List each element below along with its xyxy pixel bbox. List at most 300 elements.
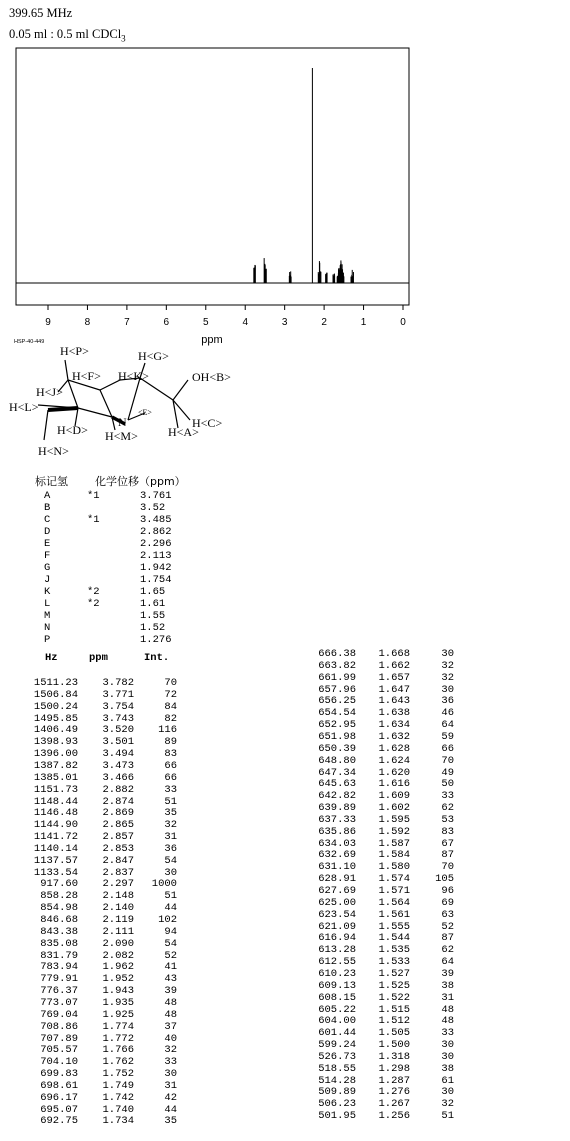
peak-hz: 699.83 bbox=[40, 1068, 78, 1081]
peak-hz: 599.24 bbox=[318, 1039, 356, 1052]
peak-hz: 613.28 bbox=[318, 944, 356, 957]
peak-hz: 783.94 bbox=[40, 961, 78, 974]
peak-int: 116 bbox=[158, 724, 177, 737]
assignment-shift: 1.61 bbox=[140, 598, 166, 610]
peak-ppm: 1.574 bbox=[378, 873, 410, 886]
peak-hz: 634.03 bbox=[318, 837, 356, 850]
assignment-shift: 1.276 bbox=[140, 634, 172, 646]
peak-hz: 854.98 bbox=[40, 902, 78, 915]
peak-hz: 616.94 bbox=[318, 932, 356, 945]
peak-ppm: 1.772 bbox=[102, 1032, 134, 1045]
label-n-atom: N bbox=[118, 415, 127, 429]
peak-hz: 1140.14 bbox=[33, 842, 78, 855]
peak-ppm: 1.962 bbox=[102, 961, 134, 974]
peak-ppm: 3.466 bbox=[102, 771, 134, 784]
assignment-mark: *2 bbox=[87, 586, 100, 598]
peak-ppm: 1.762 bbox=[102, 1056, 134, 1069]
peak-int: 89 bbox=[164, 736, 177, 749]
peak-ppm: 1.500 bbox=[378, 1039, 410, 1052]
peak-int: 51 bbox=[164, 795, 177, 808]
assignment-shift: 1.52 bbox=[140, 622, 166, 634]
peak-ppm: 1.561 bbox=[378, 908, 410, 921]
x-tick-label: 6 bbox=[163, 317, 170, 328]
peak-hz: 637.33 bbox=[318, 813, 356, 826]
peak-hz: 635.86 bbox=[318, 825, 356, 838]
peak-int: 30 bbox=[441, 648, 454, 660]
peak-int: 33 bbox=[441, 790, 454, 803]
peak-int: 67 bbox=[441, 837, 454, 850]
assignment-shift: 2.113 bbox=[140, 550, 172, 562]
peak-int: 83 bbox=[441, 825, 454, 838]
peak-hz: 695.07 bbox=[40, 1103, 78, 1116]
peak-hz: 858.28 bbox=[40, 890, 78, 903]
peak-hz: 843.38 bbox=[40, 925, 78, 938]
peak-ppm: 1.952 bbox=[102, 973, 134, 986]
peak-ppm: 1.657 bbox=[378, 671, 410, 684]
peak-int: 31 bbox=[164, 831, 177, 844]
peak-hz: 831.79 bbox=[40, 949, 78, 962]
peak-hz: 779.91 bbox=[40, 973, 78, 986]
peak-int: 32 bbox=[441, 659, 454, 672]
peak-ppm: 1.620 bbox=[378, 766, 410, 779]
peak-hz: 704.10 bbox=[40, 1056, 78, 1069]
x-tick-label: 3 bbox=[281, 317, 288, 328]
assignment-shift: 3.485 bbox=[140, 514, 172, 526]
peak-hz: 835.08 bbox=[40, 937, 78, 950]
label-oh-b: OH<B> bbox=[192, 370, 231, 384]
label-h-m: H<M> bbox=[105, 429, 138, 443]
peak-hz: 692.75 bbox=[40, 1115, 78, 1128]
peak-ppm: 1.616 bbox=[378, 778, 410, 791]
peak-hz: 648.80 bbox=[318, 754, 356, 767]
label-h-a: H<A> bbox=[168, 425, 199, 439]
peak-ppm: 1.624 bbox=[378, 754, 410, 767]
peak-ppm: 1.925 bbox=[102, 1008, 134, 1021]
peak-ppm: 1.592 bbox=[378, 825, 410, 838]
peak-int: 32 bbox=[441, 1098, 454, 1111]
peak-ppm: 2.853 bbox=[102, 842, 134, 855]
assignment-shift: 1.942 bbox=[140, 562, 172, 574]
assignment-label: D bbox=[44, 526, 51, 538]
assignment-mark: *1 bbox=[87, 490, 100, 502]
peak-int: 62 bbox=[441, 944, 454, 957]
bond bbox=[68, 380, 78, 408]
peak-ppm: 1.943 bbox=[102, 985, 134, 998]
peak-hz: 651.98 bbox=[318, 730, 356, 743]
peak-int: 105 bbox=[435, 873, 454, 886]
sample-text: 0.05 ml : 0.5 ml CDCl bbox=[9, 27, 122, 41]
peak-int: 83 bbox=[164, 748, 177, 761]
peak-ppm: 1.267 bbox=[378, 1098, 410, 1111]
peak-int: 59 bbox=[441, 730, 454, 743]
assignment-shift: 1.55 bbox=[140, 610, 166, 622]
peak-int: 35 bbox=[164, 1115, 177, 1128]
peak-ppm: 3.494 bbox=[102, 748, 134, 761]
peak-int: 33 bbox=[164, 1056, 177, 1069]
peak-ppm: 1.638 bbox=[378, 707, 410, 720]
peak-int: 30 bbox=[441, 683, 454, 696]
peak-hz: 1144.90 bbox=[33, 819, 78, 832]
peak-int: 66 bbox=[164, 759, 177, 772]
peak-hz: 609.13 bbox=[318, 979, 356, 992]
peak-hz: 698.61 bbox=[40, 1079, 78, 1092]
peak-hz: 605.22 bbox=[318, 1003, 356, 1016]
label-h-g: H<G> bbox=[138, 349, 169, 363]
peak-int: 30 bbox=[441, 1086, 454, 1099]
peak-hz: 661.99 bbox=[318, 671, 356, 684]
peak-hz: 1137.57 bbox=[33, 854, 78, 867]
label-h-k: H<K> bbox=[118, 369, 149, 383]
x-axis-label: ppm bbox=[201, 334, 223, 346]
peak-int: 41 bbox=[164, 961, 177, 974]
peak-hz: 1406.49 bbox=[33, 724, 78, 737]
peak-ppm: 2.140 bbox=[102, 902, 134, 915]
assignment-label: M bbox=[44, 610, 51, 622]
spectrum-frame bbox=[16, 48, 409, 305]
peak-int: 70 bbox=[441, 754, 454, 767]
assignment-label: L bbox=[44, 598, 51, 610]
assignment-shift: 2.862 bbox=[140, 526, 172, 538]
peak-int: 43 bbox=[164, 973, 177, 986]
peak-ppm: 1.525 bbox=[378, 979, 410, 992]
peak-ppm: 1.512 bbox=[378, 1015, 410, 1028]
peak-ppm: 2.148 bbox=[102, 890, 134, 903]
peak-hz: 627.69 bbox=[318, 885, 356, 897]
peak-int: 51 bbox=[164, 890, 177, 903]
assignment-mark: *2 bbox=[87, 598, 100, 610]
peak-ppm: 1.609 bbox=[378, 790, 410, 803]
peak-ppm: 1.643 bbox=[378, 695, 410, 708]
peak-hz: 639.89 bbox=[318, 802, 356, 815]
peak-hz: 707.89 bbox=[40, 1032, 78, 1045]
assignment-label: G bbox=[44, 562, 51, 574]
peak-ppm: 1.668 bbox=[378, 648, 410, 660]
peak-ppm: 3.771 bbox=[102, 688, 134, 701]
peak-hz: 645.63 bbox=[318, 778, 356, 791]
peak-int: 51 bbox=[441, 1110, 454, 1123]
peak-hz: 526.73 bbox=[318, 1050, 356, 1063]
x-tick-label: 4 bbox=[242, 317, 249, 328]
peak-int: 30 bbox=[164, 1068, 177, 1081]
peak-hz: 518.55 bbox=[318, 1062, 356, 1075]
peak-ppm: 1.740 bbox=[102, 1103, 134, 1116]
bond bbox=[100, 390, 112, 417]
label-h-n: H<N> bbox=[38, 444, 69, 458]
peak-hz: 506.23 bbox=[318, 1098, 356, 1111]
peak-int: 38 bbox=[441, 1062, 454, 1075]
peak-hz: 1148.44 bbox=[33, 795, 78, 808]
peak-int: 53 bbox=[441, 813, 454, 826]
peak-hz: 631.10 bbox=[318, 861, 356, 874]
peak-hz: 642.82 bbox=[318, 790, 356, 803]
peak-hz: 1398.93 bbox=[33, 736, 78, 749]
peak-ppm: 3.782 bbox=[102, 677, 134, 689]
peak-hz: 1495.85 bbox=[33, 712, 78, 725]
peak-ppm: 3.473 bbox=[102, 759, 134, 772]
peak-int: 66 bbox=[441, 742, 454, 755]
peak-int: 84 bbox=[164, 700, 177, 713]
peak-int: 61 bbox=[441, 1074, 454, 1087]
peak-hz: 1146.48 bbox=[33, 807, 78, 820]
peak-int: 64 bbox=[441, 719, 454, 732]
peak-hz: 647.34 bbox=[318, 766, 356, 779]
x-tick-label: 2 bbox=[321, 317, 327, 328]
bond bbox=[78, 408, 112, 417]
peak-hz: 1387.82 bbox=[33, 759, 78, 772]
peak-ppm: 1.298 bbox=[378, 1062, 410, 1075]
assignment-shift: 1.754 bbox=[140, 574, 172, 586]
assignment-label: P bbox=[44, 634, 51, 646]
peak-ppm: 1.584 bbox=[378, 849, 410, 862]
x-axis-ticks bbox=[45, 305, 406, 328]
peak-hz: 1385.01 bbox=[33, 771, 78, 784]
bond bbox=[100, 380, 120, 390]
peak-int: 102 bbox=[158, 914, 177, 926]
peak-int: 37 bbox=[164, 1020, 177, 1033]
peak-ppm: 2.874 bbox=[102, 795, 134, 808]
peak-int: 72 bbox=[164, 688, 177, 701]
peak-int: 82 bbox=[164, 712, 177, 725]
peak-ppm: 1.752 bbox=[102, 1068, 134, 1081]
peak-ppm: 1.774 bbox=[102, 1020, 134, 1033]
bond bbox=[173, 380, 188, 400]
bond bbox=[44, 410, 48, 440]
peak-hz: 601.44 bbox=[318, 1027, 356, 1040]
peak-int: 94 bbox=[164, 925, 177, 938]
peak-int: 35 bbox=[164, 807, 177, 820]
peak-ppm: 2.857 bbox=[102, 831, 134, 844]
peak-int: 44 bbox=[164, 1103, 177, 1116]
peak-hz: 612.55 bbox=[318, 956, 356, 969]
peak-hz: 1141.72 bbox=[33, 831, 78, 844]
header-ppm: ppm bbox=[89, 652, 108, 664]
assignment-shift: 3.52 bbox=[140, 502, 166, 514]
peak-ppm: 1.662 bbox=[378, 659, 410, 672]
label-h-p: H<P> bbox=[60, 344, 89, 358]
sample-subscript: 3 bbox=[121, 33, 126, 44]
peak-ppm: 1.632 bbox=[378, 730, 410, 743]
peak-int: 50 bbox=[441, 778, 454, 791]
peak-hz: 705.57 bbox=[40, 1044, 78, 1057]
peak-int: 42 bbox=[164, 1091, 177, 1104]
peak-int: 32 bbox=[441, 671, 454, 684]
peak-int: 70 bbox=[441, 861, 454, 874]
peak-hz: 708.86 bbox=[40, 1020, 78, 1033]
peak-hz: 628.91 bbox=[318, 873, 356, 886]
peak-ppm: 1.522 bbox=[378, 991, 410, 1004]
peak-ppm: 2.082 bbox=[102, 949, 134, 962]
peak-ppm: 1.595 bbox=[378, 813, 410, 826]
peak-ppm: 3.501 bbox=[102, 736, 134, 749]
peak-ppm: 1.580 bbox=[378, 861, 410, 874]
peak-ppm: 1.935 bbox=[102, 996, 134, 1009]
header-hz: Hz bbox=[45, 652, 58, 664]
peak-hz: 657.96 bbox=[318, 683, 356, 696]
header-int: Int. bbox=[144, 652, 170, 664]
peak-hz: 501.95 bbox=[318, 1110, 356, 1123]
x-tick-label: 8 bbox=[84, 317, 91, 328]
structure-id: HSP-40-449 bbox=[14, 339, 45, 345]
assignment-shift: 3.761 bbox=[140, 490, 172, 502]
peak-int: 33 bbox=[164, 783, 177, 796]
assignment-label: B bbox=[44, 502, 51, 514]
peak-int: 32 bbox=[164, 1044, 177, 1057]
peak-ppm: 1.634 bbox=[378, 719, 410, 732]
peak-int: 54 bbox=[164, 937, 177, 950]
assignment-label: A bbox=[44, 490, 51, 502]
assignment-label: N bbox=[44, 622, 51, 634]
peak-hz: 1151.73 bbox=[33, 783, 78, 796]
peak-int: 36 bbox=[441, 695, 454, 708]
peak-hz: 776.37 bbox=[40, 985, 78, 998]
peak-hz: 514.28 bbox=[318, 1074, 356, 1087]
peak-ppm: 3.520 bbox=[102, 724, 134, 737]
peak-int: 32 bbox=[164, 819, 177, 832]
peak-ppm: 1.564 bbox=[378, 896, 410, 909]
peak-int: 1000 bbox=[151, 878, 177, 891]
peak-ppm: 1.527 bbox=[378, 967, 410, 980]
peak-ppm: 1.318 bbox=[378, 1050, 410, 1063]
peak-hz: 652.95 bbox=[318, 719, 356, 732]
assignment-header-label: 标记氢 bbox=[35, 475, 68, 488]
atom-labels bbox=[9, 344, 231, 458]
peak-int: 40 bbox=[164, 1032, 177, 1045]
peak-int: 46 bbox=[441, 707, 454, 720]
peak-ppm: 1.602 bbox=[378, 802, 410, 815]
peak-hz: 663.82 bbox=[318, 659, 356, 672]
assignment-label: J bbox=[44, 574, 51, 586]
peak-hz: 654.54 bbox=[318, 707, 356, 720]
peak-int: 69 bbox=[441, 896, 454, 909]
peak-ppm: 1.734 bbox=[102, 1115, 134, 1128]
peak-int: 39 bbox=[164, 985, 177, 998]
peak-hz: 1506.84 bbox=[33, 688, 78, 701]
peak-hz: 1396.00 bbox=[33, 748, 78, 761]
peak-int: 31 bbox=[441, 991, 454, 1004]
peak-int: 52 bbox=[164, 949, 177, 962]
peak-hz: 846.68 bbox=[40, 914, 78, 926]
label-h-c: H<C> bbox=[192, 416, 223, 430]
peak-int: 54 bbox=[164, 854, 177, 867]
label-h-l: H<L> bbox=[9, 400, 39, 414]
peak-int: 48 bbox=[441, 1003, 454, 1016]
peak-int: 30 bbox=[441, 1050, 454, 1063]
peak-ppm: 1.533 bbox=[378, 956, 410, 969]
peak-ppm: 1.647 bbox=[378, 683, 410, 696]
label-h-f: H<F> bbox=[72, 369, 101, 383]
peak-int: 49 bbox=[441, 766, 454, 779]
bond bbox=[65, 360, 68, 380]
x-tick-label: 7 bbox=[124, 317, 130, 328]
peak-int: 62 bbox=[441, 802, 454, 815]
wedge-bond bbox=[48, 408, 78, 410]
label-h-j: H<J> bbox=[36, 385, 63, 399]
assignment-label: K bbox=[44, 586, 51, 598]
peak-ppm: 2.847 bbox=[102, 854, 134, 867]
peak-hz: 656.25 bbox=[318, 695, 356, 708]
assignment-mark: *1 bbox=[87, 514, 100, 526]
peak-ppm: 1.555 bbox=[378, 920, 410, 933]
peak-ppm: 1.544 bbox=[378, 932, 410, 945]
peak-ppm: 2.837 bbox=[102, 866, 134, 879]
x-tick-label: 5 bbox=[202, 317, 209, 328]
peak-int: 87 bbox=[441, 849, 454, 862]
peak-ppm: 1.276 bbox=[378, 1086, 410, 1099]
peak-hz: 608.15 bbox=[318, 991, 356, 1004]
peak-ppm: 1.515 bbox=[378, 1003, 410, 1016]
peak-hz: 650.39 bbox=[318, 742, 356, 755]
peak-int: 87 bbox=[441, 932, 454, 945]
peak-ppm: 1.287 bbox=[378, 1074, 410, 1087]
peak-hz: 666.38 bbox=[318, 648, 356, 660]
peak-ppm: 2.119 bbox=[102, 914, 134, 926]
peak-hz: 621.09 bbox=[318, 920, 356, 933]
peak-int: 31 bbox=[164, 1079, 177, 1092]
label-e: <E> bbox=[138, 408, 152, 417]
x-tick-label: 9 bbox=[45, 317, 51, 328]
peak-int: 63 bbox=[441, 908, 454, 921]
peak-ppm: 2.090 bbox=[102, 937, 134, 950]
peak-int: 96 bbox=[441, 885, 454, 897]
assignment-shift: 1.65 bbox=[140, 586, 166, 598]
assignment-label: E bbox=[44, 538, 51, 550]
peak-int: 39 bbox=[441, 967, 454, 980]
peak-hz: 623.54 bbox=[318, 908, 356, 921]
peak-hz: 696.17 bbox=[40, 1091, 78, 1104]
peak-ppm: 1.749 bbox=[102, 1079, 134, 1092]
peak-hz: 1133.54 bbox=[33, 866, 78, 879]
peak-hz: 625.00 bbox=[318, 896, 356, 909]
x-tick-label: 0 bbox=[400, 317, 406, 328]
peak-hz: 604.00 bbox=[318, 1015, 356, 1028]
assignment-label: C bbox=[44, 514, 51, 526]
peak-ppm: 1.766 bbox=[102, 1044, 134, 1057]
peak-hz: 769.04 bbox=[40, 1008, 78, 1021]
peak-ppm: 1.571 bbox=[378, 885, 410, 897]
peak-ppm: 1.256 bbox=[378, 1110, 410, 1123]
peak-ppm: 1.587 bbox=[378, 837, 410, 850]
peak-ppm: 1.535 bbox=[378, 944, 410, 957]
peak-int: 70 bbox=[164, 677, 177, 689]
peak-hz: 632.69 bbox=[318, 849, 356, 862]
peak-ppm: 2.297 bbox=[102, 878, 134, 891]
peak-int: 38 bbox=[441, 979, 454, 992]
peak-int: 44 bbox=[164, 902, 177, 915]
peak-int: 48 bbox=[164, 996, 177, 1009]
peak-hz: 509.89 bbox=[318, 1086, 356, 1099]
spectrum-peaks bbox=[254, 68, 354, 283]
peak-ppm: 1.742 bbox=[102, 1091, 134, 1104]
peak-ppm: 1.628 bbox=[378, 742, 410, 755]
peak-hz: 1500.24 bbox=[33, 700, 78, 713]
peak-hz: 917.60 bbox=[40, 878, 78, 891]
peak-hz: 773.07 bbox=[40, 996, 78, 1009]
x-tick-label: 1 bbox=[360, 317, 367, 328]
peak-ppm: 2.869 bbox=[102, 807, 134, 820]
peak-ppm: 2.111 bbox=[102, 925, 134, 938]
peak-int: 48 bbox=[164, 1008, 177, 1021]
peak-hz: 1511.23 bbox=[33, 677, 78, 689]
assignment-shift: 2.296 bbox=[140, 538, 172, 550]
peak-int: 30 bbox=[441, 1039, 454, 1052]
label-h-d: H<D> bbox=[57, 423, 88, 437]
peak-ppm: 3.754 bbox=[102, 700, 134, 713]
peak-int: 30 bbox=[164, 866, 177, 879]
peak-int: 52 bbox=[441, 920, 454, 933]
assignment-label: F bbox=[44, 550, 51, 562]
peak-int: 33 bbox=[441, 1027, 454, 1040]
peak-int: 64 bbox=[441, 956, 454, 969]
